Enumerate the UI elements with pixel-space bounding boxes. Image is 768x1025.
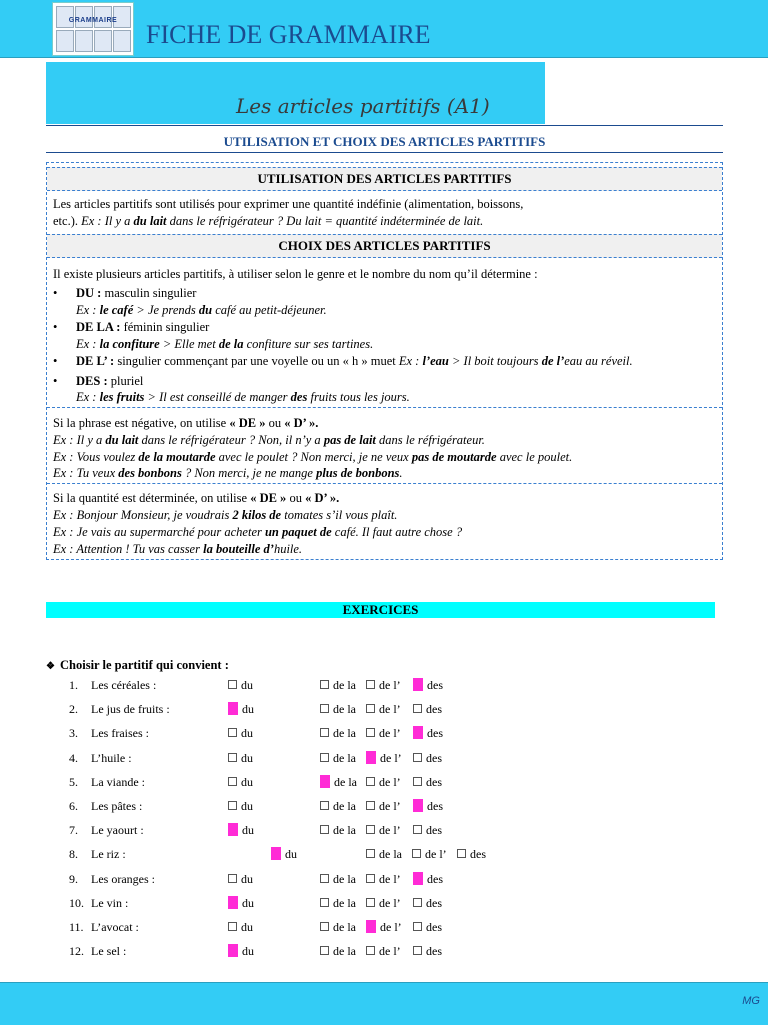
option-checkbox[interactable]	[320, 920, 356, 935]
diamond-bullet-icon: ❖	[46, 661, 55, 672]
empty-box-icon	[366, 680, 375, 689]
option-checkbox[interactable]	[320, 799, 356, 814]
exercise-label: Le yaourt :	[91, 823, 144, 837]
option-checkbox[interactable]	[228, 920, 253, 935]
empty-box-icon	[413, 704, 422, 713]
lesson-frame	[46, 162, 723, 560]
checked-box-icon	[413, 872, 423, 885]
lesson-subtitle: Les articles partitifs (A1)	[236, 94, 490, 118]
empty-box-icon	[228, 728, 237, 737]
empty-box-icon	[228, 801, 237, 810]
bullet: •	[53, 320, 58, 334]
empty-box-icon	[320, 680, 329, 689]
option-label: de l’	[425, 847, 447, 861]
empty-box-icon	[320, 728, 329, 737]
option-checkbox[interactable]	[366, 702, 401, 717]
option-label: du	[241, 920, 253, 934]
option-label: de l’	[379, 944, 401, 958]
choice-item-du: DU : masculin singulier	[76, 286, 197, 300]
option-label: de la	[333, 920, 356, 934]
empty-box-icon	[366, 898, 375, 907]
option-label: de la	[333, 726, 356, 740]
checked-box-icon	[366, 920, 376, 933]
checked-box-icon	[413, 726, 423, 739]
option-label: des	[470, 847, 486, 861]
empty-box-icon	[228, 922, 237, 931]
empty-box-icon	[413, 753, 422, 762]
exercise-instruction: ❖ Choisir le partitif qui convient :	[46, 658, 229, 672]
checked-box-icon	[228, 702, 238, 715]
exercises-band: EXERCICES	[46, 602, 715, 618]
option-checkbox[interactable]	[413, 896, 442, 911]
exercise-number: 12.	[69, 944, 84, 958]
negative-example-3: Ex : Tu veux des bonbons ? Non merci, je ne mange plus de bonbons.	[53, 466, 403, 480]
exercise-number: 2.	[69, 702, 78, 716]
option-label: du	[241, 775, 253, 789]
checked-box-icon	[228, 823, 238, 836]
empty-box-icon	[320, 801, 329, 810]
option-label: de l’	[379, 726, 401, 740]
exercise-label: La viande :	[91, 775, 145, 789]
exercise-label: Le riz :	[91, 847, 126, 861]
exercise-label: Les fraises :	[91, 726, 149, 740]
option-checkbox[interactable]	[320, 944, 356, 959]
divider	[46, 125, 723, 126]
bullet: •	[53, 374, 58, 388]
option-checkbox[interactable]	[228, 726, 253, 741]
option-checkbox[interactable]	[320, 872, 356, 887]
option-checkbox[interactable]	[320, 678, 356, 693]
option-label: de la	[379, 847, 402, 861]
option-checkbox[interactable]	[228, 702, 254, 717]
option-checkbox[interactable]	[413, 726, 443, 741]
option-checkbox[interactable]	[413, 678, 443, 693]
grammar-logo	[52, 2, 134, 56]
option-checkbox[interactable]	[412, 847, 447, 862]
option-checkbox[interactable]	[228, 872, 253, 887]
empty-box-icon	[228, 874, 237, 883]
option-checkbox[interactable]	[228, 775, 253, 790]
exercise-number: 8.	[69, 847, 78, 861]
checked-box-icon	[228, 944, 238, 957]
choice-example-des: Ex : les fruits > Il est conseillé de manger des fruits tous les jours.	[76, 390, 410, 404]
option-label: de la	[334, 775, 357, 789]
option-checkbox[interactable]	[413, 702, 442, 717]
exercise-label: Le sel :	[91, 944, 127, 958]
option-label: des	[426, 775, 442, 789]
option-checkbox[interactable]	[413, 920, 442, 935]
option-label: de la	[333, 799, 356, 813]
empty-box-icon	[412, 849, 421, 858]
choice-heading: CHOIX DES ARTICLES PARTITIFS	[47, 234, 722, 258]
option-checkbox[interactable]	[413, 872, 443, 887]
empty-box-icon	[320, 753, 329, 762]
empty-box-icon	[413, 922, 422, 931]
checked-box-icon	[228, 896, 238, 909]
empty-box-icon	[320, 898, 329, 907]
empty-box-icon	[228, 753, 237, 762]
option-label: du	[241, 799, 253, 813]
checked-box-icon	[413, 678, 423, 691]
negative-example-1: Ex : Il y a du lait dans le réfrigérateur ? Non, il n’y a pas de lait dans le réfrigérateur.	[53, 433, 485, 447]
option-label: des	[427, 799, 443, 813]
option-label: de la	[333, 751, 356, 765]
divider	[47, 407, 722, 408]
option-label: de la	[333, 872, 356, 886]
option-checkbox[interactable]	[366, 872, 401, 887]
option-label: de l’	[380, 751, 402, 765]
empty-box-icon	[457, 849, 466, 858]
empty-box-icon	[320, 704, 329, 713]
option-label: de l’	[380, 920, 402, 934]
option-label: des	[427, 726, 443, 740]
option-label: de l’	[379, 678, 401, 692]
bullet: •	[53, 354, 58, 368]
option-checkbox[interactable]	[228, 896, 254, 911]
exercise-number: 5.	[69, 775, 78, 789]
option-label: des	[427, 872, 443, 886]
empty-box-icon	[413, 825, 422, 834]
option-label: de la	[333, 678, 356, 692]
option-checkbox[interactable]	[271, 847, 297, 862]
negative-example-2: Ex : Vous voulez de la moutarde avec le poulet ? Non merci, je ne veux pas de moutarde avec le poulet.	[53, 450, 573, 464]
empty-box-icon	[366, 946, 375, 955]
empty-box-icon	[366, 777, 375, 786]
option-checkbox[interactable]	[320, 751, 356, 766]
empty-box-icon	[366, 801, 375, 810]
choice-item-des: DES : pluriel	[76, 374, 144, 388]
choice-example-de-la: Ex : la confiture > Elle met de la confiture sur ses tartines.	[76, 337, 374, 351]
checked-box-icon	[320, 775, 330, 788]
option-checkbox[interactable]	[366, 726, 401, 741]
exercise-number: 10.	[69, 896, 84, 910]
option-label: des	[426, 944, 442, 958]
option-label: de l’	[379, 799, 401, 813]
divider	[47, 483, 722, 484]
option-label: du	[242, 944, 254, 958]
usage-line-1: Les articles partitifs sont utilisés pour exprimer une quantité indéfinie (alimentation, boissons,	[53, 197, 524, 211]
option-checkbox[interactable]	[366, 896, 401, 911]
option-checkbox[interactable]	[413, 799, 443, 814]
exercise-number: 11.	[69, 920, 84, 934]
option-checkbox[interactable]	[366, 678, 401, 693]
exercise-number: 9.	[69, 872, 78, 886]
checked-box-icon	[271, 847, 281, 860]
divider	[46, 152, 723, 153]
exercise-number: 4.	[69, 751, 78, 765]
exercise-number: 1.	[69, 678, 78, 692]
option-checkbox[interactable]	[320, 823, 356, 838]
empty-box-icon	[228, 777, 237, 786]
checked-box-icon	[413, 799, 423, 812]
header-band	[0, 0, 768, 58]
empty-box-icon	[366, 874, 375, 883]
choice-item-de-l: DE L’ : singulier commençant par une voyelle ou un « h » muet Ex : l’eau > Il boit toujours de l’eau au réveil.	[76, 354, 633, 368]
empty-box-icon	[413, 777, 422, 786]
option-checkbox[interactable]	[320, 896, 356, 911]
option-checkbox[interactable]	[366, 799, 401, 814]
option-label: du	[241, 751, 253, 765]
option-label: des	[426, 751, 442, 765]
option-checkbox[interactable]	[366, 823, 401, 838]
option-label: de la	[333, 823, 356, 837]
page-title: FICHE DE GRAMMAIRE	[146, 20, 431, 49]
determined-example-3: Ex : Attention ! Tu vas casser la bouteille d’huile.	[53, 542, 303, 556]
option-label: du	[241, 678, 253, 692]
empty-box-icon	[413, 898, 422, 907]
option-checkbox[interactable]	[320, 702, 356, 717]
bullet: •	[53, 286, 58, 300]
empty-box-icon	[366, 849, 375, 858]
option-label: des	[427, 678, 443, 692]
option-label: de l’	[379, 823, 401, 837]
option-checkbox[interactable]	[366, 944, 401, 959]
negative-rule: Si la phrase est négative, on utilise « DE » ou « D’ ».	[53, 416, 319, 430]
exercise-number: 3.	[69, 726, 78, 740]
option-label: des	[426, 823, 442, 837]
logo-text: GRAMMAIRE	[68, 17, 118, 24]
exercise-label: Le vin :	[91, 896, 129, 910]
exercise-label: Le jus de fruits :	[91, 702, 170, 716]
empty-box-icon	[413, 946, 422, 955]
option-label: de la	[333, 944, 356, 958]
exercise-label: L’huile :	[91, 751, 132, 765]
empty-box-icon	[366, 704, 375, 713]
option-label: des	[426, 896, 442, 910]
option-checkbox[interactable]	[366, 920, 402, 935]
usage-heading: UTILISATION DES ARTICLES PARTITIFS	[47, 167, 722, 191]
option-checkbox[interactable]	[413, 775, 442, 790]
determined-example-1: Ex : Bonjour Monsieur, je voudrais 2 kilos de tomates s’il vous plaît.	[53, 508, 398, 522]
option-checkbox[interactable]	[320, 775, 357, 790]
option-label: des	[426, 920, 442, 934]
empty-box-icon	[320, 946, 329, 955]
section-title: UTILISATION ET CHOIX DES ARTICLES PARTITIFS	[223, 134, 546, 149]
option-checkbox[interactable]	[228, 678, 253, 693]
option-label: du	[242, 702, 254, 716]
option-label: du	[241, 726, 253, 740]
option-label: du	[285, 847, 297, 861]
option-checkbox[interactable]	[457, 847, 486, 862]
option-checkbox[interactable]	[413, 751, 442, 766]
option-label: de la	[333, 896, 356, 910]
option-checkbox[interactable]	[366, 751, 402, 766]
checked-box-icon	[366, 751, 376, 764]
option-label: de l’	[379, 775, 401, 789]
option-checkbox[interactable]	[413, 944, 442, 959]
option-checkbox[interactable]	[413, 823, 442, 838]
option-label: de la	[333, 702, 356, 716]
determined-example-2: Ex : Je vais au supermarché pour acheter un paquet de café. Il faut autre chose ?	[53, 525, 463, 539]
option-label: des	[426, 702, 442, 716]
exercise-label: Les pâtes :	[91, 799, 143, 813]
exercise-label: L’avocat :	[91, 920, 139, 934]
determined-rule: Si la quantité est déterminée, on utilise « DE » ou « D’ ».	[53, 491, 340, 505]
usage-line-2: etc.). Ex : Il y a du lait dans le réfrigérateur ? Du lait = quantité indéterminée de lait.	[53, 214, 484, 228]
option-label: de l’	[379, 872, 401, 886]
option-label: de l’	[379, 702, 401, 716]
option-checkbox[interactable]	[366, 847, 402, 862]
empty-box-icon	[366, 728, 375, 737]
empty-box-icon	[320, 874, 329, 883]
option-checkbox[interactable]	[228, 944, 254, 959]
footer-initials: MG	[742, 995, 760, 1007]
choice-example-du: Ex : le café > Je prends du café au petit-déjeuner.	[76, 303, 327, 317]
choice-intro: Il existe plusieurs articles partitifs, à utiliser selon le genre et le nombre du nom qu’il détermine :	[53, 267, 538, 281]
empty-box-icon	[320, 922, 329, 931]
choice-item-de-la: DE LA : féminin singulier	[76, 320, 210, 334]
option-checkbox[interactable]	[320, 726, 356, 741]
option-label: du	[241, 872, 253, 886]
option-checkbox[interactable]	[366, 775, 401, 790]
option-label: du	[242, 896, 254, 910]
option-label: de l’	[379, 896, 401, 910]
empty-box-icon	[228, 680, 237, 689]
empty-box-icon	[320, 825, 329, 834]
exercise-label: Les oranges :	[91, 872, 155, 886]
exercise-number: 6.	[69, 799, 78, 813]
option-label: du	[242, 823, 254, 837]
option-checkbox[interactable]	[228, 799, 253, 814]
option-checkbox[interactable]	[228, 751, 253, 766]
exercise-label: Les céréales :	[91, 678, 157, 692]
footer-band	[0, 982, 768, 1025]
empty-box-icon	[366, 825, 375, 834]
option-checkbox[interactable]	[228, 823, 254, 838]
exercise-number: 7.	[69, 823, 78, 837]
